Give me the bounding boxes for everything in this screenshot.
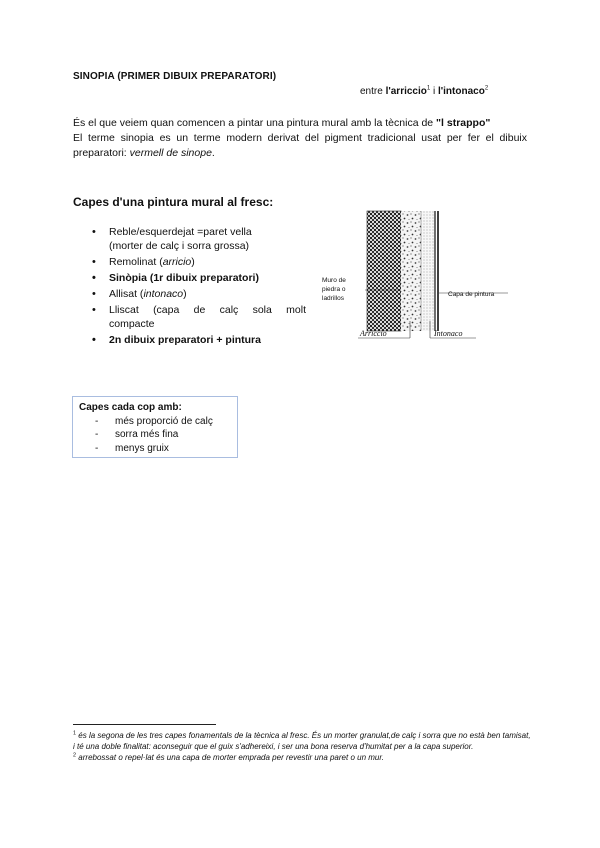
footnote-separator <box>73 724 216 725</box>
footnotes <box>73 730 531 763</box>
arriccio-label: Arriccio <box>360 329 387 338</box>
footnote-2: $^2$ arrebossat o repel·lat és una capa de morter emprada per revestir una paret o un mur. <box>73 752 384 762</box>
wall-label: ladrillos <box>322 295 345 302</box>
list-item: • Reble/esquerdejat =paret vella (morter de calç i sorra grossa) <box>92 225 306 253</box>
footnote-ref-2[interactable]: 2 <box>484 85 489 92</box>
list-item: - menys gruix <box>95 442 231 456</box>
wall-label: Muro de <box>322 277 346 284</box>
page-title: SINOPIA (PRIMER DIBUIX PREPARATORI) <box>73 71 277 82</box>
wall-layer <box>367 211 401 331</box>
section-heading: Capes d'una pintura mural al fresc: <box>73 195 274 209</box>
sinope-term: vermell de sinope <box>129 147 212 159</box>
subtitle-term-arriccio: l'arriccio <box>385 86 427 97</box>
intro-paragraph: És el que veiem quan comencen a pintar una pintura mural amb la tècnica de "l strappo" El terme sinopia es un terme modern derivat del pigment tradicional usat per fer el dibuix preparatori: vermell de sinope. <box>73 117 527 159</box>
list-item: • Lliscat (capa de calç sola molt compacte <box>92 303 306 331</box>
intonaco-layer <box>421 211 435 331</box>
list-item: - sorra més fina <box>95 428 231 442</box>
arriccio-layer <box>401 211 421 331</box>
footnote-ref-1[interactable]: 1 <box>426 85 431 92</box>
list-item: • Remolinat (arricio) <box>92 255 306 269</box>
strappo-term: "l strappo" <box>436 117 491 129</box>
subtitle-term-intonaco: l'intonaco <box>438 86 485 97</box>
note-box <box>72 396 238 458</box>
footnote-1: $^1$ és la segona de les tres capes fonamentals de la tècnica al fresc. És un morter granulat,de calç i sorra que no està ben tamisat, i té una doble finalitat: aconseguir que el guix s'adhereixi, i ser una bona reserva d'humitat per a la capa superior. <box>73 730 531 751</box>
intonaco-label: Intonaco <box>434 329 463 338</box>
wall-label: piedra o <box>322 286 346 293</box>
note-box-title: Capes cada cop amb: <box>79 402 182 413</box>
list-item: - més proporció de calç <box>95 415 231 429</box>
list-item: • Sinòpia (1r dibuix preparatori) <box>92 271 306 285</box>
page-subtitle: entre l'arriccio$^1$ i l'intonaco$^2$ <box>360 85 489 97</box>
layers-list <box>92 225 306 349</box>
mural-layers-diagram <box>318 205 528 353</box>
list-item: • 2n dibuix preparatori + pintura <box>92 333 306 347</box>
paint-label: Capa de pintura <box>448 291 495 298</box>
list-item: • Allisat (intonaco) <box>92 287 306 301</box>
